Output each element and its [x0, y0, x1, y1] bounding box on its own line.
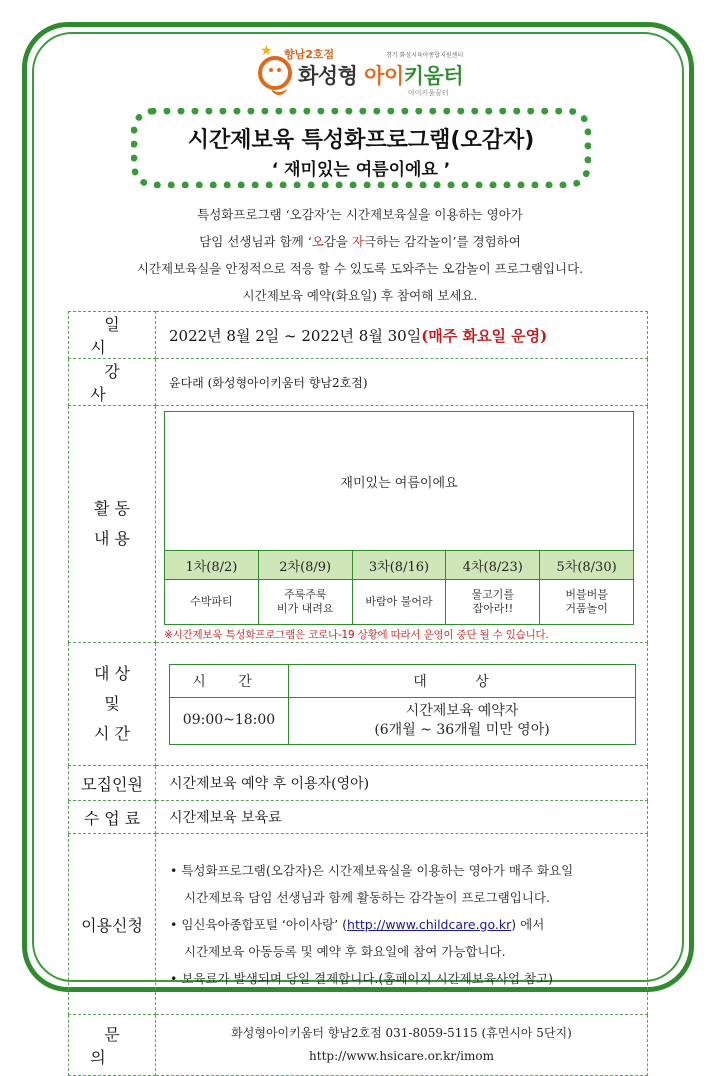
activity-table: [164, 411, 634, 625]
apply-cell: [156, 834, 648, 1015]
target-label: 대 상 및 시 간: [69, 643, 156, 766]
fee-value: 시간제보육 보육료: [156, 801, 648, 834]
covid-note: ※시간제보육 특성화프로그램은 코로나-19 상황에 따라서 운영이 중단 될 수 있습니다.: [164, 629, 549, 641]
row-recruit: [69, 766, 648, 801]
teacher-value: 윤다래 (화성형아이키움터 향남2호점): [156, 359, 648, 406]
logo-title: 화성형 아이키움터: [298, 64, 464, 88]
topic-5: 버블버블 거품놀이: [540, 580, 634, 625]
target-who: 시간제보육 예약자 (6개월 ~ 36개월 미만 영아): [289, 697, 636, 744]
row-activity: [69, 406, 648, 643]
round-1: 1차(8/2): [165, 551, 259, 580]
row-fee: [69, 801, 648, 834]
intro-text: 특성화프로그램 ‘오감자’는 시간제보육실을 이용하는 영아가 담임 선생님과 함께 ‘오감을 자극하는 감각놀이’를 경험하여 시간제보육실을 안정적으로 적응 할 수 있도록 도와주는 오감놀이 프로그램입니다. 시간제보육 예약(화요일) 후 참여해 보세요.: [136, 207, 584, 303]
fee-label: 수 업 료: [69, 801, 156, 834]
target-head-who: 대 상: [289, 664, 636, 697]
topic-4: 물고기를 잡아라!!: [446, 580, 540, 625]
logo: [258, 42, 478, 102]
round-3: 3차(8/16): [352, 551, 446, 580]
activity-cell: [156, 406, 648, 643]
topic-3: 바람아 불어라: [352, 580, 446, 625]
contact-info: 화성형아이키움터 향남2호점 031-8059-5115 (휴먼시아 5단지) http://www.hsicare.or.kr/imom: [156, 1015, 648, 1076]
contact-label: 문 의: [69, 1015, 156, 1076]
round-4: 4차(8/23): [446, 551, 540, 580]
contact-url[interactable]: http://www.hsicare.or.kr/imom: [309, 1049, 494, 1063]
recruit-label: 모집인원: [69, 766, 156, 801]
row-target: [69, 643, 648, 766]
star-icon: ★: [260, 43, 273, 59]
row-date: [69, 312, 648, 359]
row-apply: [69, 834, 648, 1015]
round-5: 5차(8/30): [540, 551, 634, 580]
logo-branch: 향남2호점: [284, 48, 335, 61]
target-table: [169, 664, 636, 745]
apply-label: 이용신청: [69, 834, 156, 1015]
date-value: 2022년 8월 2일 ~ 2022년 8월 30일(매주 화요일 운영): [156, 312, 648, 359]
logo-org: 경기 화성시육아종합지원센터: [386, 52, 464, 59]
page-title: 시간제보육 특성화프로그램(오감자): [187, 128, 535, 153]
topic-1: 수박파티: [165, 580, 259, 625]
recruit-value: 시간제보육 예약 후 이용자(영아): [156, 766, 648, 801]
info-table: [68, 311, 648, 1076]
title-box: [131, 108, 591, 188]
activity-label: 활 동 내 용: [69, 406, 156, 643]
page-subtitle: ‘ 재미있는 여름이에요 ’: [271, 160, 451, 180]
row-contact: [69, 1015, 648, 1076]
teacher-label: 강사: [69, 359, 156, 406]
date-label: 일시: [69, 312, 156, 359]
topic-2: 주룩주룩 비가 내려요: [258, 580, 352, 625]
target-cell: [156, 643, 648, 766]
round-2: 2차(8/9): [258, 551, 352, 580]
activity-title: 재미있는 여름이에요: [165, 412, 634, 551]
target-time: 09:00~18:00: [170, 697, 289, 744]
apply-list: • 특성화프로그램(오감자)은 시간제보육실을 이용하는 영아가 매주 화요일 시간제보육 담임 선생님과 함께 활동하는 감각놀이 프로그램입니다. • 임신육아종합포털 ‘아이사랑’ (http://www.childcare.go.kr) 에서 시간제보육 아동등록 및 예약 후 화요일에 참여 가능합니다. • 보육료가 발생되며 당일 결제합니다.(홈페이지 시간제보육사업 참고): [170, 862, 574, 986]
childcare-link[interactable]: http://www.childcare.go.kr: [347, 916, 512, 932]
row-teacher: [69, 359, 648, 406]
logo-tagline: 아이키움꿈터: [408, 89, 449, 97]
target-head-time: 시 간: [170, 664, 289, 697]
